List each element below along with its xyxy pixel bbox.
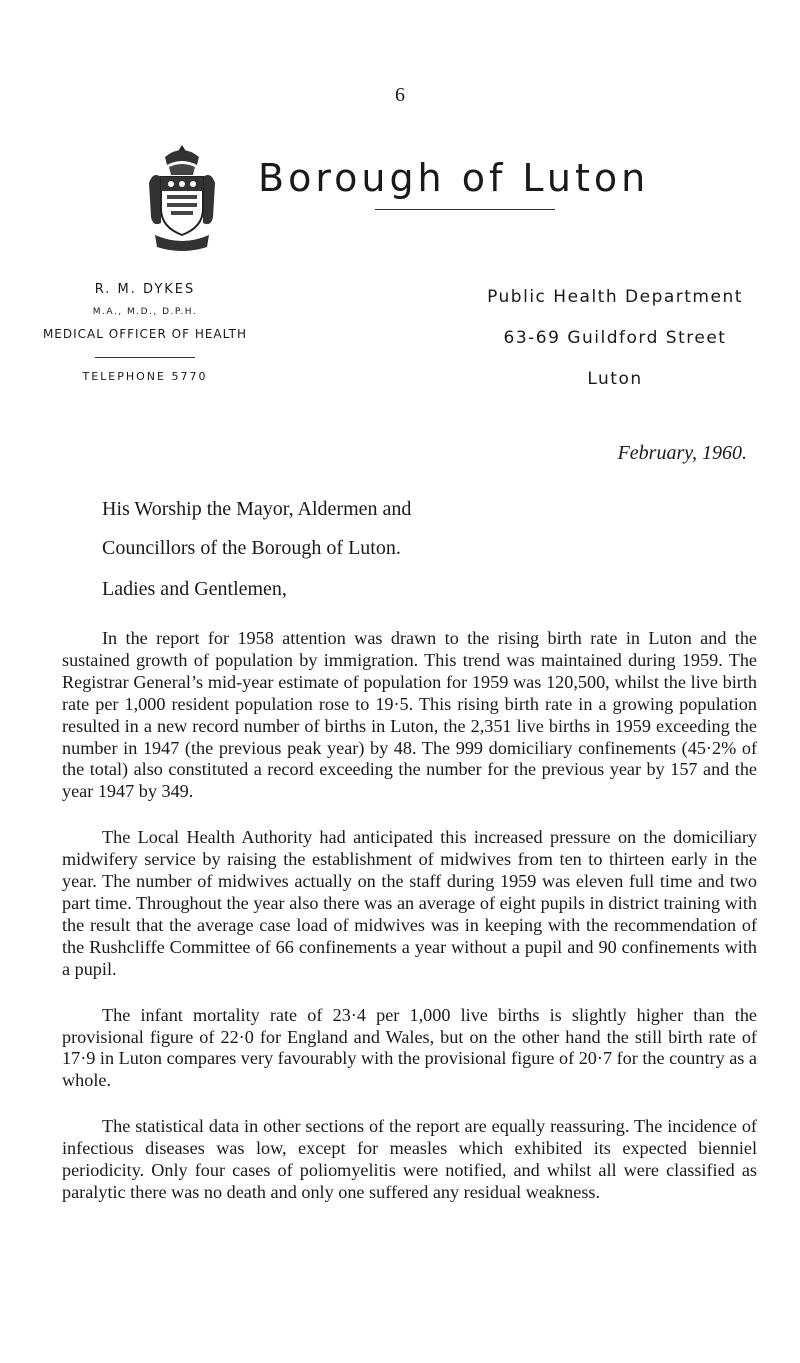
addressee-line: Councillors of the Borough of Luton. (102, 537, 401, 559)
telephone: TELEPHONE 5770 (82, 370, 208, 383)
page-number: 6 (395, 84, 405, 106)
officer-role: MEDICAL OFFICER OF HEALTH (42, 327, 248, 341)
department-address (445, 284, 785, 407)
borough-crest-icon (147, 143, 217, 255)
addressee (102, 490, 411, 568)
body-paragraph: The Local Health Authority had anticipated this increased pressure on the domiciliary midwifery service by raising the establishment of midwives from ten to thirteen early in the year. The number of midwives actually on the staff during 1959 was eleven full time and two part time. Throughout the year also there was an average of eight pupils in district training with the result that the average case load of midwives was in keeping with the recommendation of the Rushcliffe Committee of 66 confinements a year without a pupil and 90 confinements with a pupil. (62, 827, 757, 979)
salutation: Ladies and Gentlemen, (102, 578, 287, 600)
officer-qualifications: M.A., M.D., D.P.H. (92, 307, 198, 317)
borough-title: Borough of Luton (258, 156, 650, 200)
officer-block (20, 282, 270, 383)
letter-date: February, 1960. (617, 442, 747, 464)
department-street: 63-69 Guildford Street (503, 328, 727, 348)
body-paragraph: In the report for 1958 attention was drawn to the rising birth rate in Luton and the sustained growth of population by immigration. This trend was maintained during 1959. The Registrar General’s mid-year estimate of population for 1959 was 120,500, whilst the live birth rate per 1,000 resident population rose to 19·5. This rising birth rate in a growing population resulted in a new record number of births in Luton, the 2,351 live births in 1959 exceeding the number in 1947 (the previous peak year) by 48. The 999 domiciliary confinements (45·2% of the total) also constituted a record exceeding the number for the previous year by 157 and the year 1947 by 349. (62, 628, 757, 802)
letter-body (62, 628, 757, 1228)
body-paragraph: The infant mortality rate of 23·4 per 1,000 live births is slightly higher than the provisional figure of 22·0 for England and Wales, but on the other hand the still birth rate of 17·9 in Luton compares very favourably with the provisional figure of 20·7 for the country as a whole. (62, 1004, 757, 1091)
officer-divider (95, 357, 195, 358)
body-paragraph: The statistical data in other sections of the report are equally reassuring. The incidence of infectious diseases was low, except for measles which exhibited its expected bienniel periodicity. Only four cases of poliomyelitis were notified, and whilst all were classified as paralytic there was no death and only one suffered any residual weakness. (62, 1116, 757, 1202)
addressee-line: His Worship the Mayor, Aldermen and (102, 498, 412, 520)
officer-name: R. M. DYKES (94, 282, 196, 297)
department-town: Luton (587, 369, 643, 389)
department-name: Public Health Department (487, 287, 743, 307)
title-divider (375, 209, 555, 210)
